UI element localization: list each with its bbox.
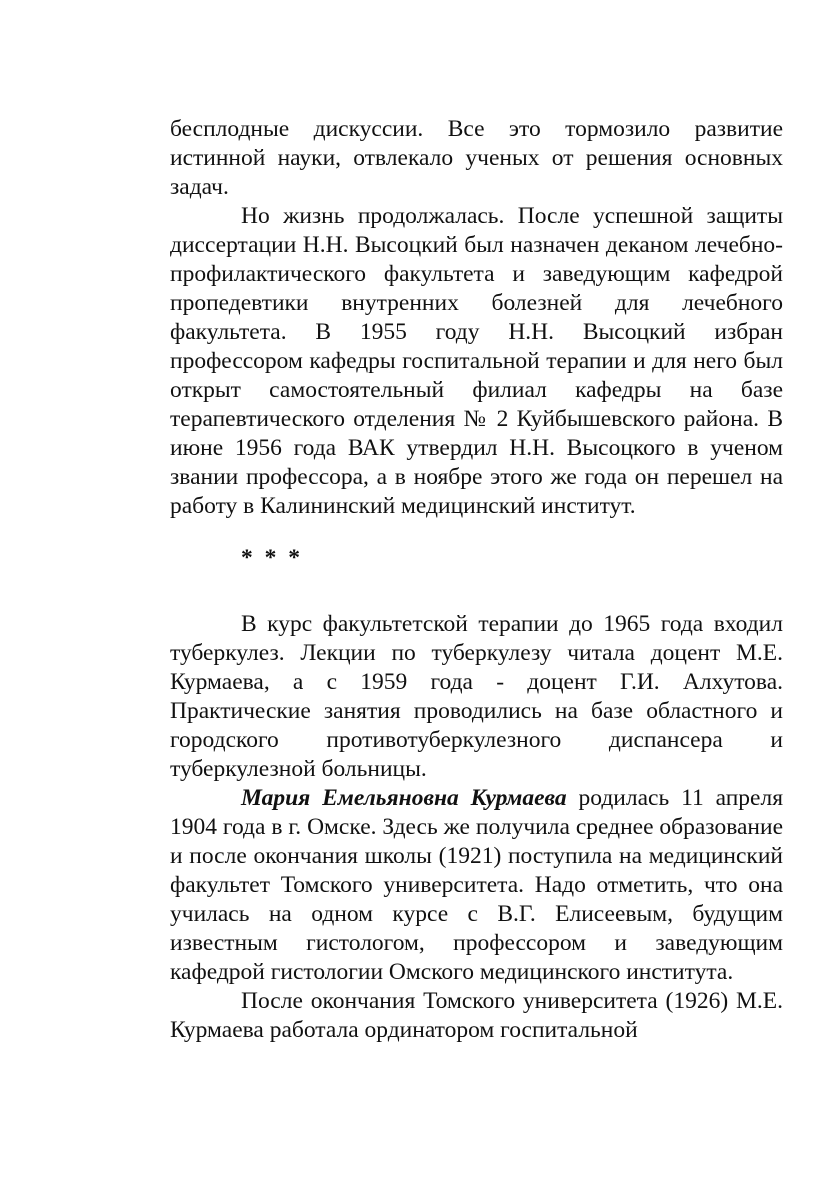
spacer [170, 521, 783, 544]
paragraph-4-text: родилась 11 апреля 1904 года в г. Омске. Здесь же получила среднее образование и после окончания школы (1921) поступила на медицинский факультет Томского университета. Надо отметить, что она училась на одном курсе с В.Г. Елисеевым, будущим известным гистологом, профессором и заведующим кафедрой гистологии Омского медицинского института. [170, 785, 784, 985]
paragraph-2: Но жизнь продолжалась. После успешной защиты диссертации Н.Н. Высоцкий был назначен деканом лечебно-профилактического факультета и заведующим кафедрой пропедевтики внутренних болезней для лечебного факультета. В 1955 году Н.Н. Высоцкий избран профессором кафедры госпитальной терапии и для него был открыт самостоятельный филиал кафедры на базе терапевтического отделения № 2 Куйбышевского района. В июне 1956 года ВАК утвердил Н.Н. Высоцкого в ученом звании профессора, а в ноябре этого же года он перешел на работу в Калининский медицинский институт. [170, 203, 783, 519]
body-text [170, 115, 783, 1045]
paragraph-5: После окончания Томского университета (1926) М.Е. Курмаева работала ординатором госпитальной [170, 988, 783, 1043]
paragraph-3: В курс факультетской терапии до 1965 года входил туберкулез. Лекции по туберкулезу читала доцент М.Е. Курмаева, а с 1959 года - доцент Г.И. Алхутова. Практические занятия проводились на базе областного и городского противотуберкулезного диспансера и туберкулезной больницы. [170, 611, 783, 782]
paragraph-4 [170, 784, 783, 987]
spacer [170, 573, 783, 610]
section-separator: * * * [241, 545, 303, 571]
person-name: Мария Емельяновна Курмаева [241, 785, 567, 811]
paragraph-1: бесплодные дискуссии. Все это тормозило развитие истинной науки, отвлекало ученых от решения основных задач. [170, 116, 783, 200]
